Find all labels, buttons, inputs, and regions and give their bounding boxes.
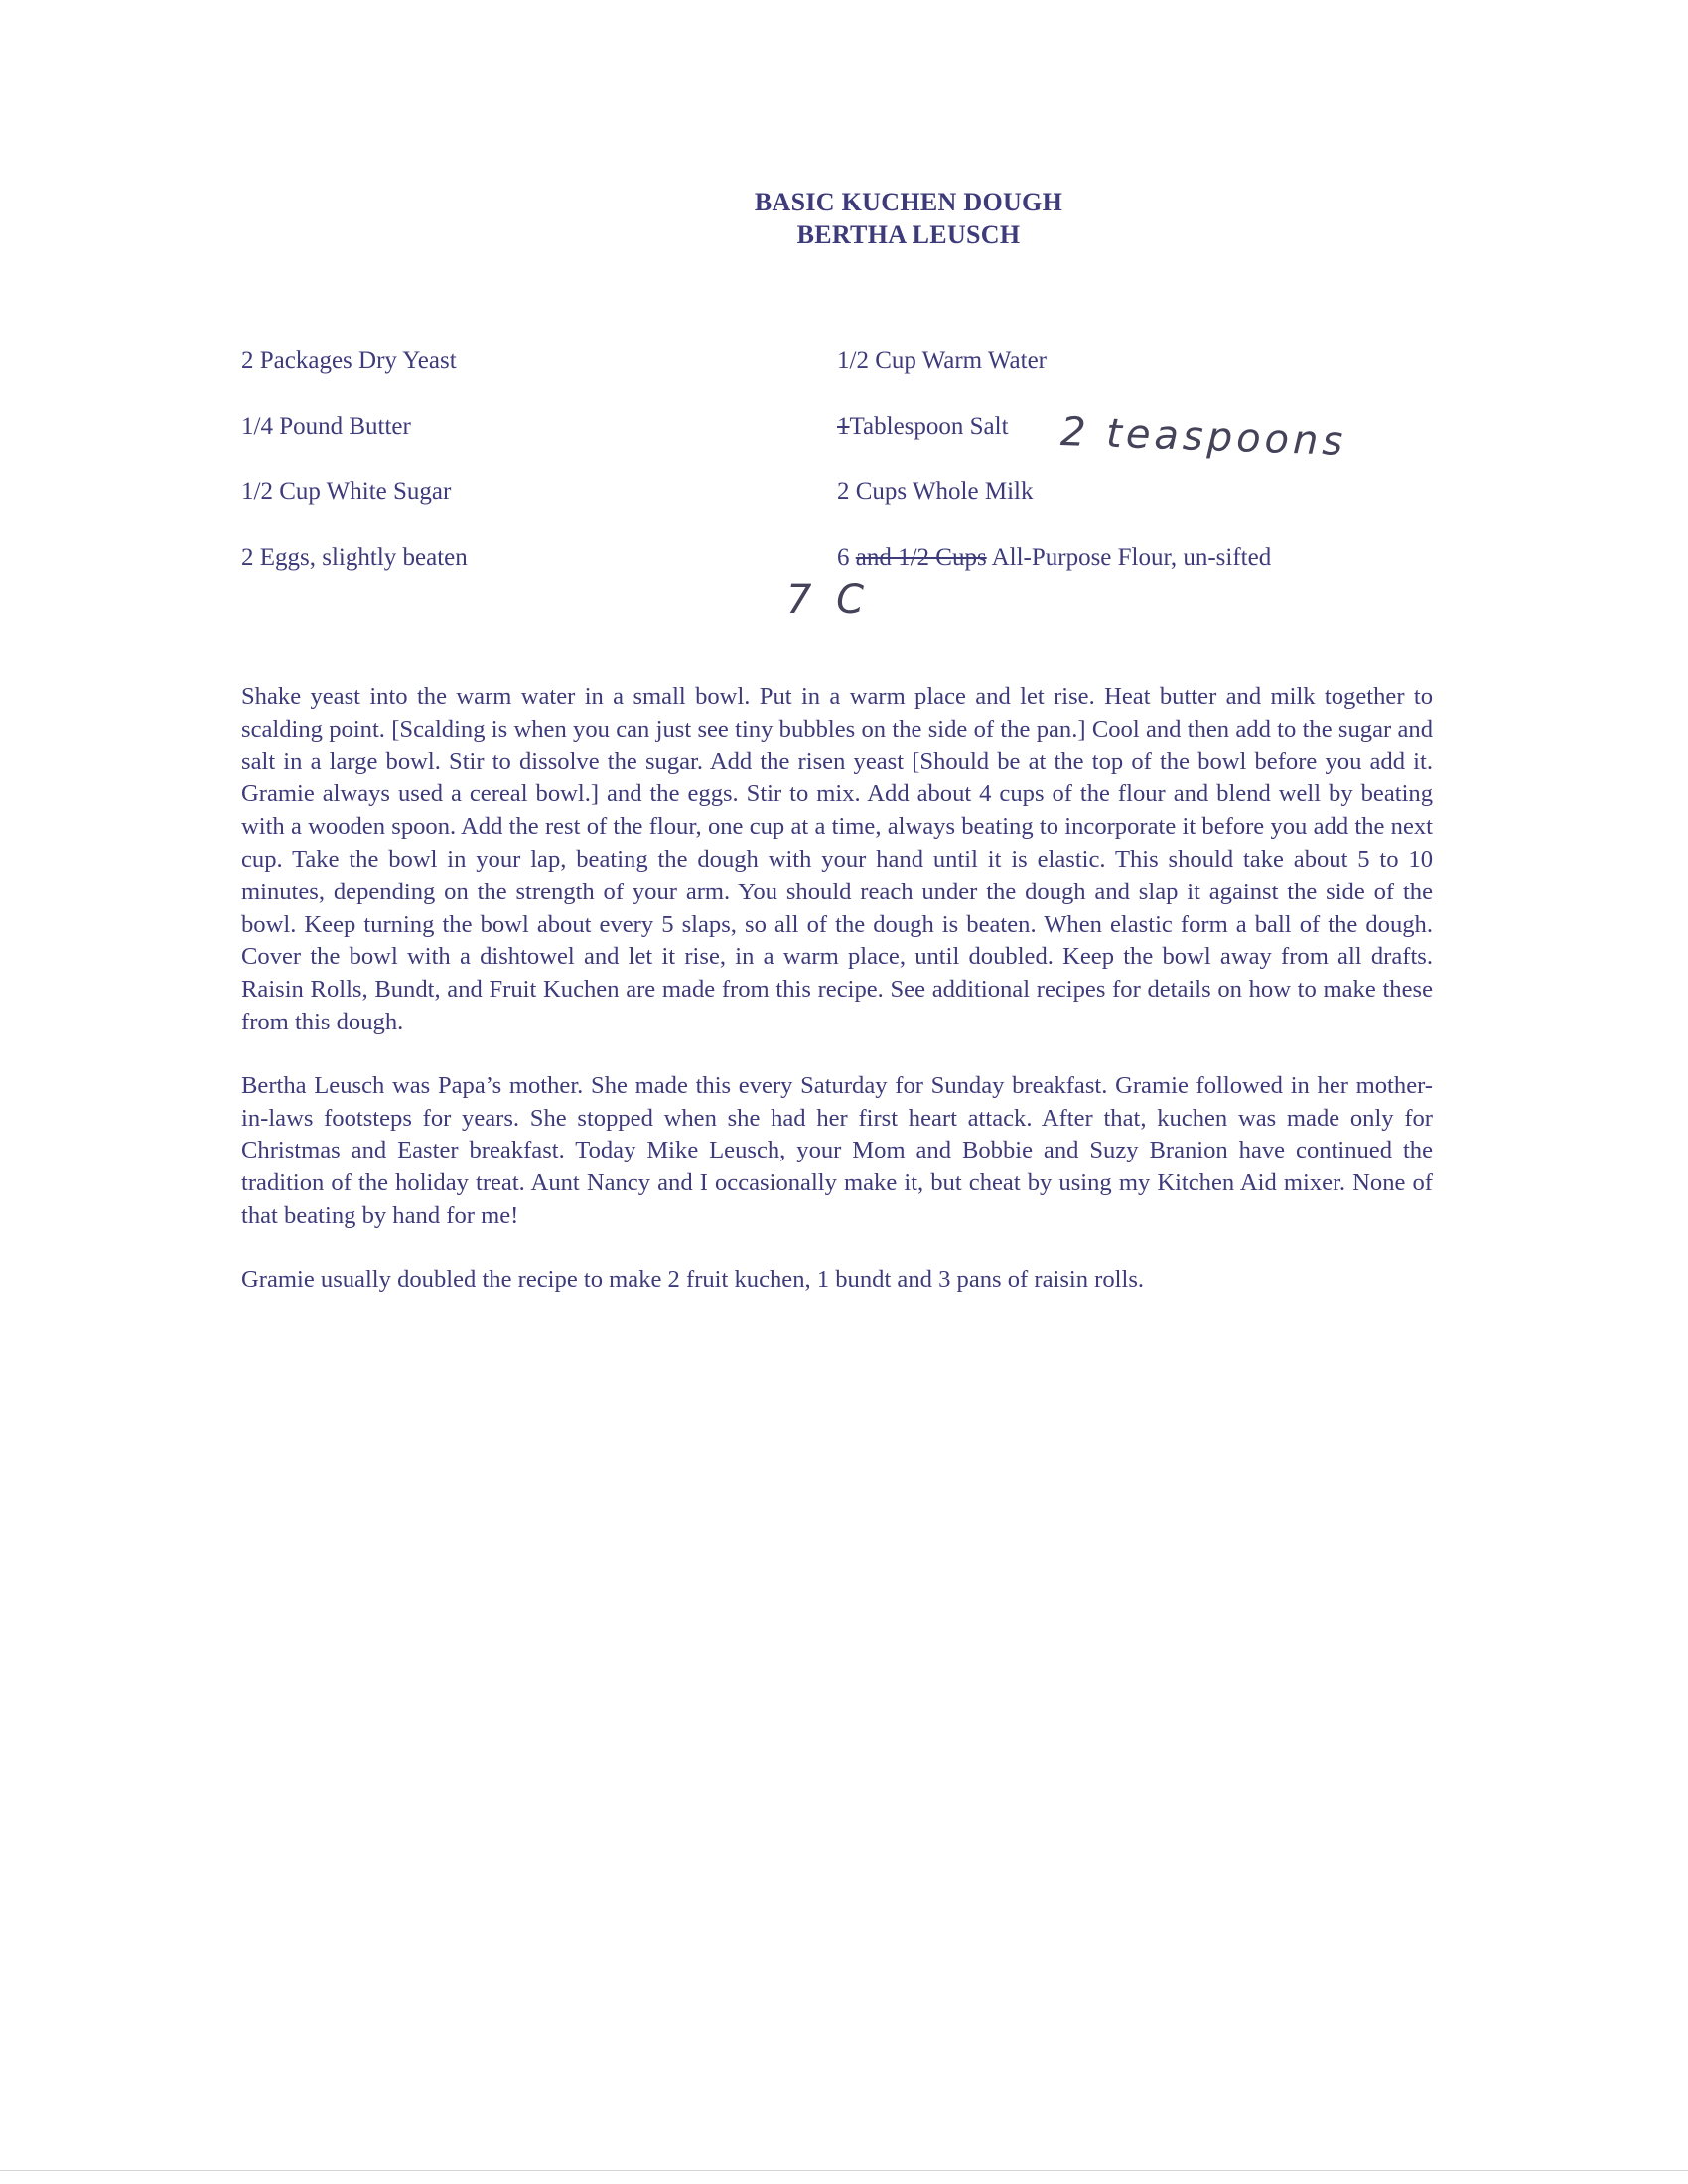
ingredients-list (241, 347, 1433, 606)
history-paragraph: Bertha Leusch was Papa’s mother. She made this every Saturday for Sunday breakfast. Gramie followed in her mother-in-laws footsteps for years. She stopped when she had her first heart attack. After that, kuchen was made only for Christmas and Easter breakfast. Today Mike Leusch, your Mom and Bobbie and Suzy Branion have continued the tradition of the holiday treat. Aunt Nancy and I occasionally make it, but cheat by using my Kitchen Aid mixer. None of that beating by hand for me! (241, 1071, 1433, 1229)
ingredient-butter: 1/4 Pound Butter (241, 413, 411, 440)
recipe-title (0, 186, 1688, 251)
ingredient-eggs: 2 Eggs, slightly beaten (241, 544, 468, 571)
flour-label: All-Purpose Flour, un-sifted (991, 544, 1272, 571)
ingredient-sugar: 1/2 Cup White Sugar (241, 478, 452, 505)
salt-struck-quantity: 1 (837, 413, 850, 440)
ingredient-yeast: 2 Packages Dry Yeast (241, 347, 457, 374)
instructions-paragraph: Shake yeast into the warm water in a small bowl. Put in a warm place and let rise. Heat butter and milk together to scalding point. [Scalding is when you can just see tiny bubbles on the side of the pan.] Cool and then add to the sugar and salt in a large bowl. Stir to dissolve the sugar. Add the risen yeast [Should be at the top of the bowl before you add it. Gramie always used a cereal bowl.] and the eggs. Stir to mix. Add about 4 cups of the flour and blend well by beating with a wooden spoon. Add the rest of the flour, one cup at a time, always beating to incorporate it before you add the next cup. Take the bowl in your lap, beating the dough with your hand until it is elastic. This should take about 5 to 10 minutes, depending on the strength of your arm. You should reach under the dough and slap it against the side of the bowl. Keep turning the bowl about every 5 slaps, so all of the dough is beaten. When elastic form a ball of the dough. Cover the bowl with a dishtowel and let it rise, in a warm place, until doubled. Keep the bowl away from all drafts. Raisin Rolls, Bundt, and Fruit Kuchen are made from this recipe. See additional recipes for details on how to make these from this dough. (241, 683, 1433, 1035)
flour-quantity: 6 (837, 544, 850, 571)
handwritten-salt-correction: 2 teaspoons (1059, 408, 1348, 466)
ingredient-flour (837, 544, 1271, 572)
scan-edge-line (0, 2170, 1688, 2171)
recipe-body (241, 681, 1433, 1327)
recipe-author-line: BERTHA LEUSCH (796, 220, 1021, 249)
salt-label: Tablespoon Salt (849, 413, 1009, 440)
recipe-title-line1: BASIC KUCHEN DOUGH (754, 188, 1063, 216)
ingredient-milk: 2 Cups Whole Milk (837, 478, 1034, 505)
ingredient-salt (837, 413, 1009, 441)
flour-struck-text: and 1/2 Cups (855, 544, 987, 571)
note-paragraph: Gramie usually doubled the recipe to make 2 fruit kuchen, 1 bundt and 3 pans of raisin rolls. (241, 1265, 1145, 1293)
ingredient-water: 1/2 Cup Warm Water (837, 347, 1047, 374)
handwritten-flour-correction: 7 C (786, 577, 871, 622)
